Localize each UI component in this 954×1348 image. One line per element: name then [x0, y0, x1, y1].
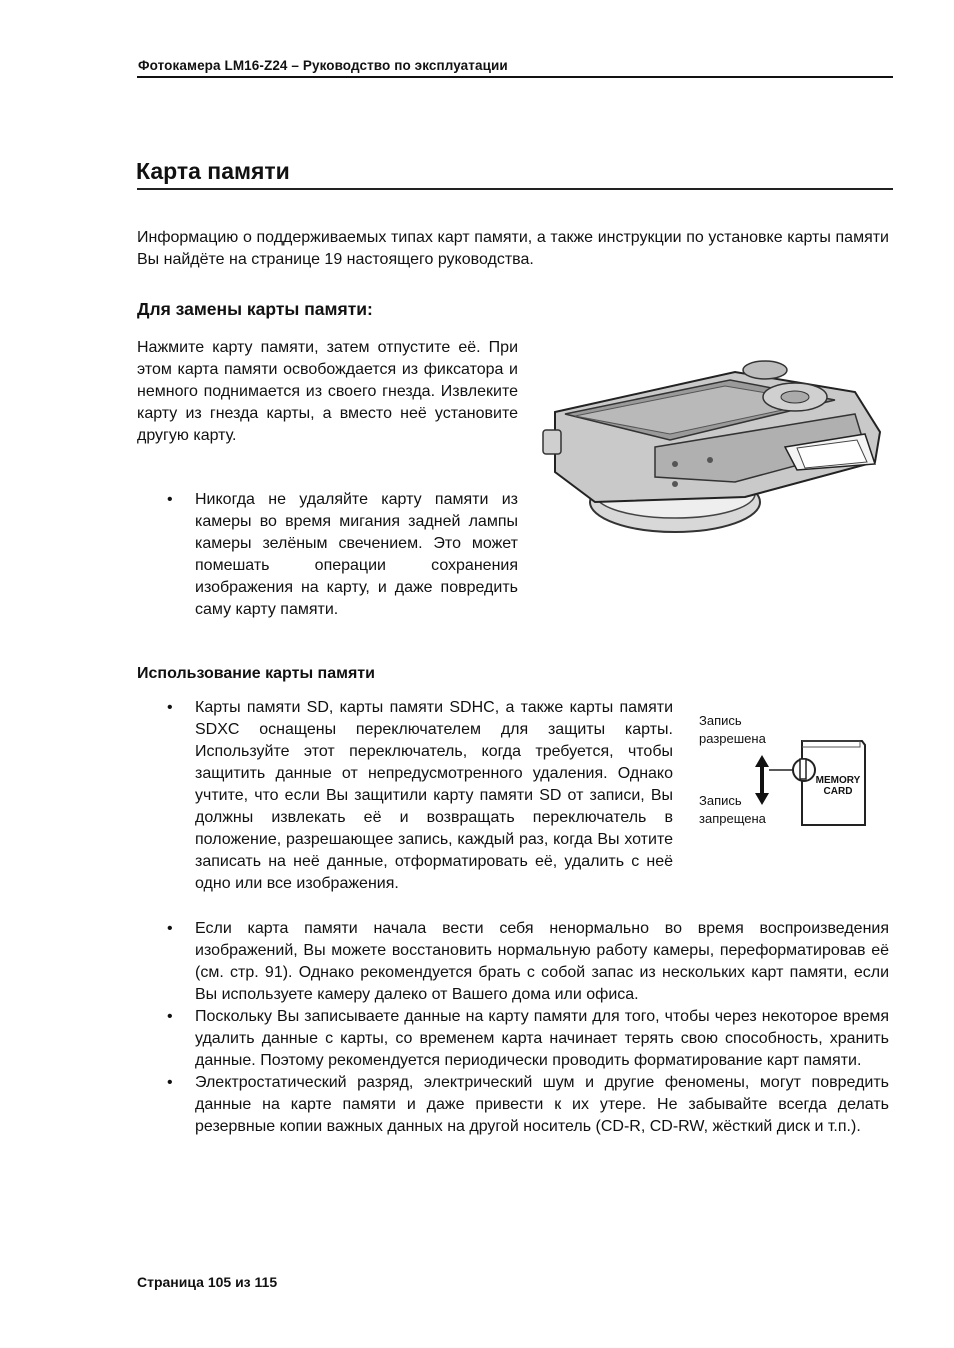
section-heading-using-card: Использование карты памяти — [137, 665, 375, 682]
camera-illustration — [535, 352, 885, 537]
header-rule — [137, 76, 893, 78]
bullet-text: Электростатический разряд, электрический шум и другие феномены, могут повредить данные на карте памяти и даже привести к их утере. Не забывайте всегда делать резервные копии важных данных на другой носитель (CD-R, CD-RW, жёсткий диск и т.п.). — [195, 1074, 889, 1135]
bullet-item-write-protect-wrap — [165, 697, 673, 895]
list-item — [165, 697, 673, 895]
list-item — [165, 1072, 889, 1138]
bullet-symbol: • — [167, 699, 173, 716]
bullet-list-replace — [165, 489, 518, 621]
bullet-text: Никогда не удаляйте карту памяти из камеры во время мигания задней лампы камеры зелёным свечением. Это может помешать операции сохранения изображения на карту, и даже повредить саму карту памяти. — [195, 491, 518, 618]
page-title: Карта памяти — [136, 158, 290, 184]
bullet-list-using — [165, 918, 889, 1138]
list-item — [165, 489, 518, 621]
page-footer: Страница 105 из 115 — [137, 1274, 278, 1290]
replace-card-paragraph: Нажмите карту памяти, затем отпустите её. При этом карта памяти освобождается из фиксатора и немного поднимается из своего гнезда. Извлеките карту из гнезда карты, а вместо неё установите другую карту. — [137, 339, 518, 444]
intro-paragraph: Информацию о поддерживаемых типах карт памяти, а также инструкции по установке карты памяти Вы найдёте на странице 19 настоящего руководства. — [137, 229, 889, 268]
bullet-symbol: • — [167, 920, 173, 937]
section-heading-replace-card: Для замены карты памяти: — [137, 299, 373, 319]
bullet-text: Карты памяти SD, карты памяти SDHC, а также карты памяти SDXC оснащены переключателем для защиты карты. Используйте этот переключатель, когда требуется, чтобы защитить данные от непредусмотренного удаления. Однако учтите, что если Вы защитили карту памяти SD от записи, Вы должны извлекать её и возвращать переключатель в положение, разрешающее запись, каждый раз, когда Вы хотите записать на неё данные, отформатировать её, удалить с неё одно или все изображения. — [195, 699, 673, 892]
list-item — [165, 1006, 889, 1072]
card-text: MEMORY CARD — [815, 775, 861, 797]
title-rule — [137, 188, 893, 190]
bullet-symbol: • — [167, 1008, 173, 1025]
write-protected-label: Запись запрещена — [699, 793, 766, 826]
list-item — [165, 918, 889, 1006]
bullet-text: Поскольку Вы записываете данные на карту памяти для того, чтобы через некоторое время удалить данные с карты, со временем карта начинает терять свою способность, хранить данные. Поэтому рекомендуется периодически проводить форматирование карт памяти. — [195, 1008, 889, 1069]
running-header: Фотокамера LM16-Z24 – Руководство по эксплуатации — [138, 58, 508, 73]
bullet-symbol: • — [167, 491, 173, 508]
bullet-text: Если карта памяти начала вести себя ненормально во время воспроизведения изображений, Вы можете восстановить нормальную работу камеры, переформатировав её (см. стр. 91). Однако рекомендуется брать с собой запас из нескольких карт памяти, если Вы используете камеру далеко от Вашего дома или офиса. — [195, 920, 889, 1003]
bullet-symbol: • — [167, 1074, 173, 1091]
write-enabled-label: Запись разрешена — [699, 713, 766, 746]
